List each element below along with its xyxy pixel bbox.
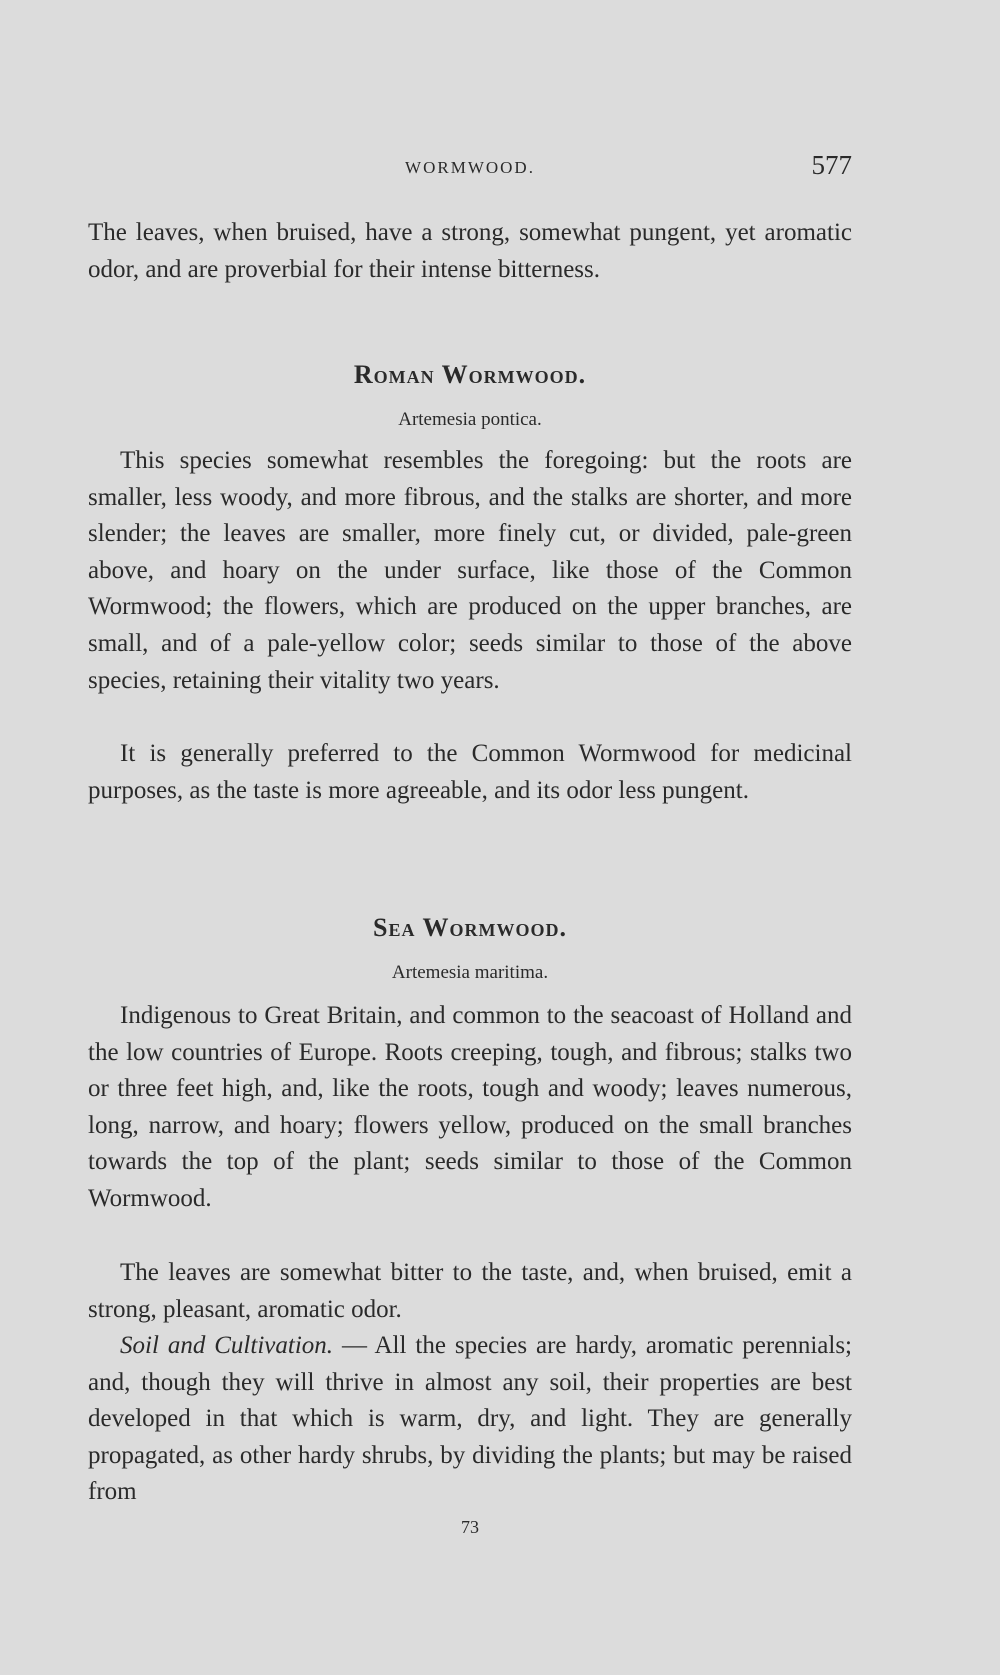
book-page <box>88 0 852 1675</box>
paragraph-wormwood-odor: The leaves, when bruised, have a strong, somewhat pungent, yet aromatic odor, and are proverbial for their intense bitterness. <box>88 219 852 283</box>
running-head <box>88 150 852 190</box>
running-title: WORMWOOD. <box>405 158 535 177</box>
signature-mark: 73 <box>461 1517 479 1537</box>
paragraph-sea-odor: The leaves are somewhat bitter to the taste, and, when bruised, emit a strong, pleasant, aromatic odor. <box>88 1259 852 1323</box>
latin-name-sea-wormwood: Artemesia maritima. <box>391 962 549 983</box>
section-heading-sea-wormwood: Sea Wormwood. <box>373 913 567 942</box>
page-number: 577 <box>811 150 852 180</box>
paragraph-soil-cultivation <box>88 1328 852 1511</box>
latin-name-roman-wormwood: Artemesia pontica. <box>398 409 542 430</box>
paragraph-roman-use: It is generally preferred to the Common Wormwood for medicinal purposes, as the taste is more agreeable, and its odor less pungent. <box>88 740 852 804</box>
paragraph-sea-description: Indigenous to Great Britain, and common to the seacoast of Holland and the low countries of Europe. Roots creeping, tough, and fibrous; stalks two or three feet high, and, like the roots, tough and woody; leaves numerous, long, narrow, and hoary; flowers yellow, produced on the small branches towards the top of the plant; seeds similar to those of the Common Wormwood. <box>88 1002 852 1212</box>
section-heading-roman-wormwood: Roman Wormwood. <box>353 360 587 389</box>
soil-cultivation-lead: Soil and Cultivation. <box>120 1332 334 1359</box>
soil-cultivation-text: — All the species are hardy, aromatic perennials; and, though they will thrive in almost any soil, their properties are best developed in that which is warm, dry, and light. They are generally propagated, as other hardy shrubs, by dividing the plants; but may be raised from <box>88 1332 852 1506</box>
paragraph-roman-description: This species somewhat resembles the foregoing: but the roots are smaller, less woody, and more fibrous, and the stalks are shorter, and more slender; the leaves are smaller, more finely cut, or divided, pale-green above, and hoary on the under surface, like those of the Common Wormwood; the flowers, which are produced on the upper branches, are small, and of a pale-yellow color; seeds similar to those of the above species, retaining their vitality two years. <box>88 447 852 694</box>
